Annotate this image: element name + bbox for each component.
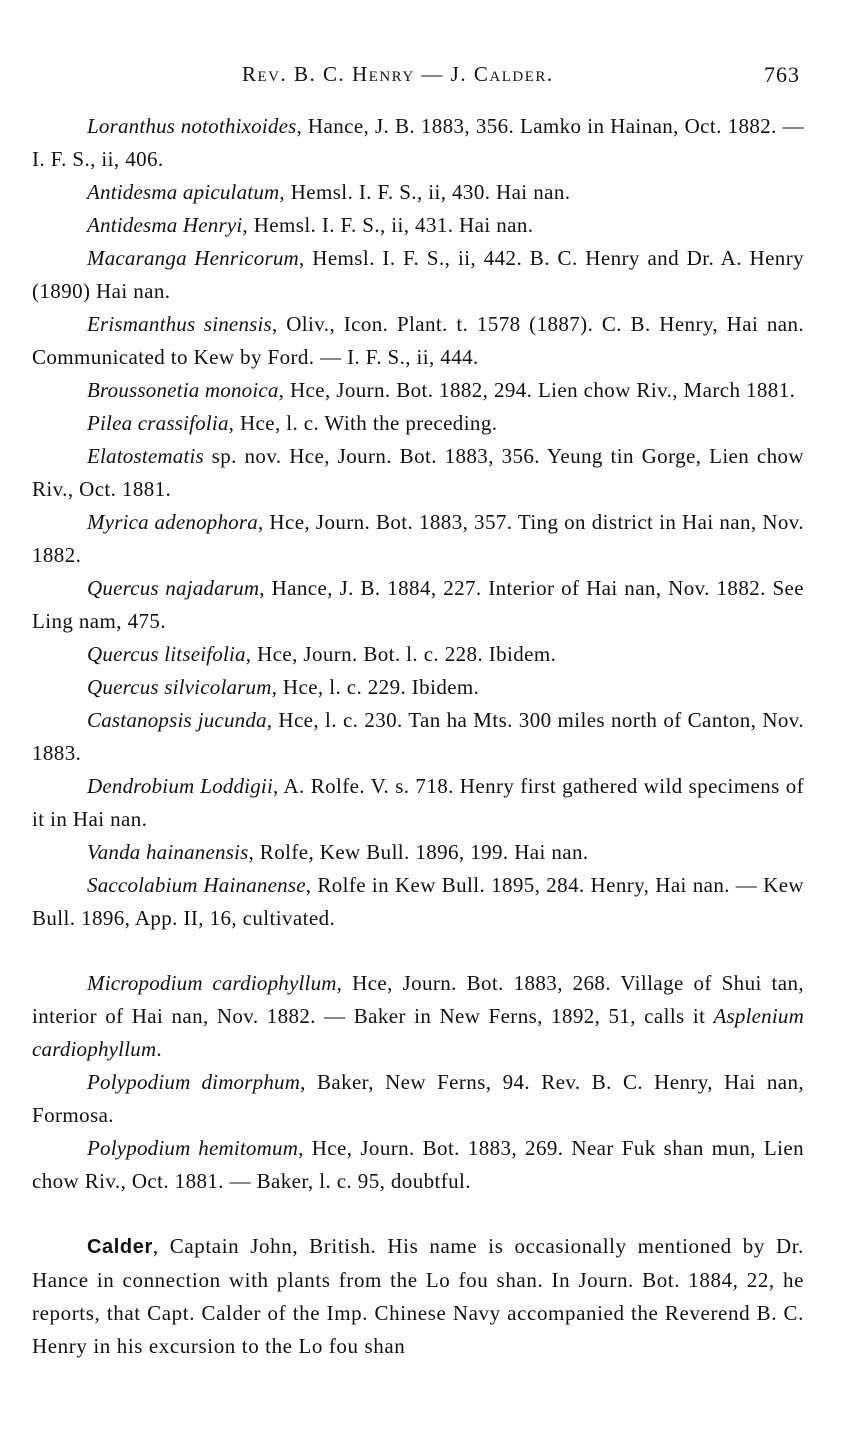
entry xyxy=(32,176,804,209)
biography-calder xyxy=(32,1230,804,1363)
species-name: Antidesma apiculatum xyxy=(87,180,280,204)
entry xyxy=(32,374,804,407)
entry xyxy=(32,638,804,671)
entry-text: , Rolfe in Kew Bull. 1895, 284. Henry, Hai nan. — Kew Bull. 1896, App. II, 16, cultivated. xyxy=(32,873,804,930)
entry xyxy=(32,704,804,770)
person-name: Calder xyxy=(87,1236,153,1258)
species-name: Broussonetia monoica xyxy=(87,378,279,402)
species-name: Pilea crassifolia xyxy=(87,411,229,435)
section-gap xyxy=(32,935,804,967)
page xyxy=(32,52,804,1363)
species-name: Micropodium cardiophyllum xyxy=(87,971,337,995)
section-gap xyxy=(32,1198,804,1230)
entry-text: , Hce, Journ. Bot. 1883, 269. Near Fuk shan mun, Lien chow Riv., Oct. 1881. — Baker, l. c. 95, doubtful. xyxy=(32,1136,804,1193)
entry-text: , Hce, l. c. 229. Ibidem. xyxy=(271,675,480,699)
entry-text: , Oliv., Icon. Plant. t. 1578 (1887). C. B. Henry, Hai nan. Communicated to Kew by Ford. — I. F. S., ii, 444. xyxy=(32,312,804,369)
entry-text: , Hce, Journ. Bot. l. c. 228. Ibidem. xyxy=(245,642,557,666)
entry-text: , Hce, Journ. Bot. 1883, 268. Village of Shui tan, interior of Hai nan, Nov. 1882. — Baker in New Ferns, 1892, 51, calls it xyxy=(32,971,804,1028)
entry xyxy=(32,1132,804,1198)
entry-text: , Rolfe, Kew Bull. 1896, 199. Hai nan. xyxy=(248,840,589,864)
page-header xyxy=(32,52,804,92)
entry xyxy=(32,967,804,1066)
species-name: Loranthus notothixoides xyxy=(87,114,297,138)
entry xyxy=(32,242,804,308)
entry-text: , Hce, Journ. Bot. 1883, 357. Ting on district in Hai nan, Nov. 1882. xyxy=(32,510,804,567)
entry-text: , Hce, Journ. Bot. 1882, 294. Lien chow Riv., March 1881. xyxy=(278,378,796,402)
entry-text: , Baker, New Ferns, 94. Rev. B. C. Henry, Hai nan, Formosa. xyxy=(32,1070,804,1127)
biography-text: , Captain John, British. His name is occasionally mentioned by Dr. Hance in connection with plants from the Lo fou shan. In Journ. Bot. 1884, 22, he reports, that Capt. Calder of the Imp. Chinese Navy accompanied the Reverend B. C. Henry in his excursion to the Lo fou shan xyxy=(32,1234,804,1358)
species-name: Macaranga Henricorum xyxy=(87,246,299,270)
entry-text: , Hce, l. c. 230. Tan ha Mts. 300 miles north of Canton, Nov. 1883. xyxy=(32,708,804,765)
entry xyxy=(32,407,804,440)
species-name: Elatostematis xyxy=(87,444,204,468)
species-name: Vanda hainanensis xyxy=(87,840,249,864)
species-name: Myrica adenophora xyxy=(87,510,258,534)
running-head: Rev. B. C. Henry — J. Calder. xyxy=(242,62,554,86)
entry-text: , A. Rolfe. V. s. 718. Henry first gathered wild specimens of it in Hai nan. xyxy=(32,774,804,831)
species-name: Quercus silvicolarum xyxy=(87,675,272,699)
entry xyxy=(32,770,804,836)
entry xyxy=(32,110,804,176)
entry xyxy=(32,209,804,242)
species-name: Saccolabium Hainanense xyxy=(87,873,306,897)
entry xyxy=(32,1066,804,1132)
entry xyxy=(32,671,804,704)
entry xyxy=(32,572,804,638)
plant-entries xyxy=(32,110,804,935)
entry xyxy=(32,506,804,572)
species-name: Antidesma Henryi xyxy=(87,213,243,237)
fern-entries xyxy=(32,967,804,1198)
entry-text: , Hce, l. c. With the preceding. xyxy=(228,411,498,435)
species-name-secondary: Asplenium cardiophyllum xyxy=(32,1004,804,1061)
entry-text: , Hemsl. I. F. S., ii, 431. Hai nan. xyxy=(242,213,534,237)
species-name: Quercus najadarum xyxy=(87,576,260,600)
entry-text: , Hemsl. I. F. S., ii, 442. B. C. Henry and Dr. A. Henry (1890) Hai nan. xyxy=(32,246,805,303)
entry xyxy=(32,836,804,869)
species-name: Polypodium dimorphum xyxy=(87,1070,301,1094)
species-name: Quercus litseifolia xyxy=(87,642,246,666)
entry xyxy=(32,308,804,374)
entry-text: , Hemsl. I. F. S., ii, 430. Hai nan. xyxy=(279,180,571,204)
entry-text: , Hance, J. B. 1883, 356. Lamko in Hainan, Oct. 1882. — I. F. S., ii, 406. xyxy=(32,114,804,171)
page-number: 763 xyxy=(764,62,800,87)
species-name: Castanopsis jucunda xyxy=(87,708,267,732)
entry xyxy=(32,869,804,935)
species-name: Polypodium hemitomum xyxy=(87,1136,299,1160)
entry-text: , Hance, J. B. 1884, 227. Interior of Hai nan, Nov. 1882. See Ling nam, 475. xyxy=(32,576,804,633)
biography-paragraph xyxy=(32,1230,804,1363)
entry xyxy=(32,440,804,506)
entry-text: sp. nov. Hce, Journ. Bot. 1883, 356. Yeung tin Gorge, Lien chow Riv., Oct. 1881. xyxy=(32,444,804,501)
species-name: Erismanthus sinensis xyxy=(87,312,272,336)
species-name: Dendrobium Loddigii xyxy=(87,774,273,798)
entry-text-secondary: . xyxy=(156,1037,162,1061)
